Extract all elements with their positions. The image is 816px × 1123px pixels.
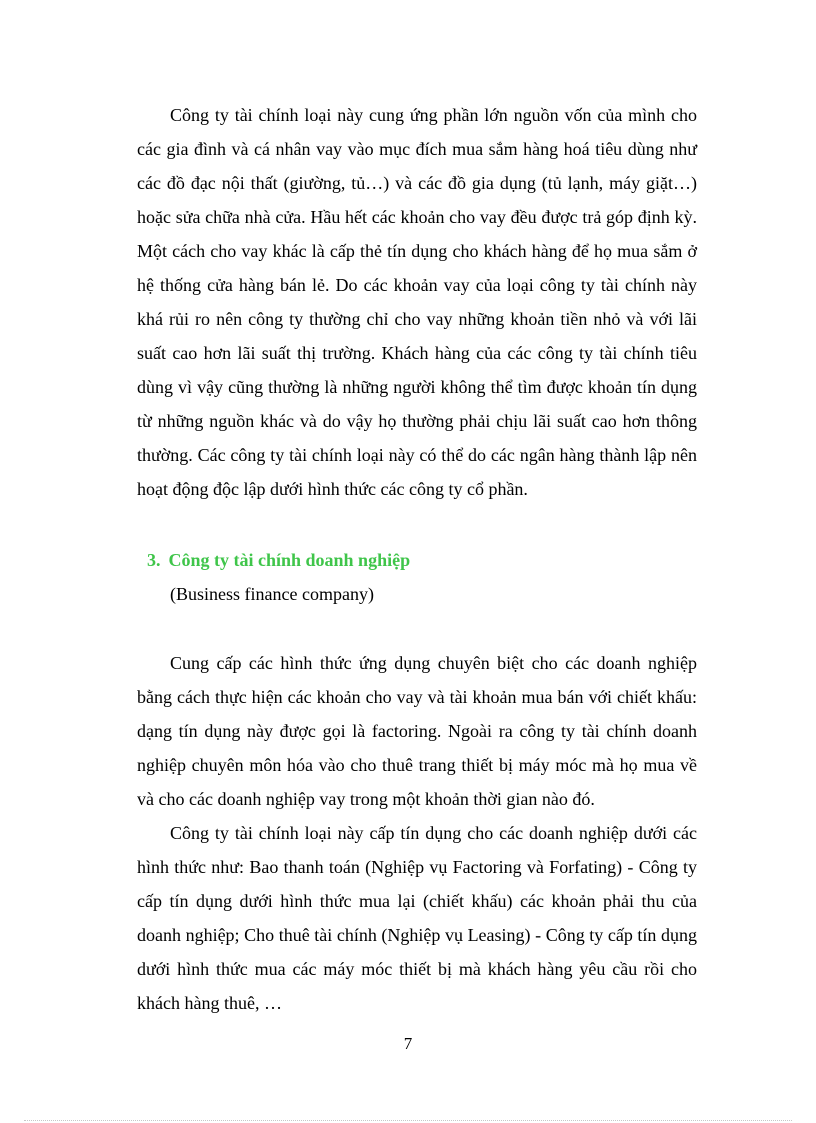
page-number: 7: [403, 1034, 413, 1053]
page-bottom-divider: [24, 1120, 792, 1121]
section-title: Công ty tài chính doanh nghiệp: [168, 550, 411, 570]
paragraph-credit-forms: [137, 816, 697, 1020]
section-heading: [147, 544, 410, 576]
section-subtitle: (Business finance company): [170, 584, 374, 604]
paragraph-text: Cung cấp các hình thức ứng dụng chuyên biệt cho các doanh nghiệp bằng cách thực hiện các khoản cho vay và tài khoản mua bán với chiết khấu: dạng tín dụng này được gọi là factoring. Ngoài ra công ty tài chính doanh nghiệp chuyên môn hóa vào cho thuê trang thiết bị máy móc mà họ mua về và cho các doanh nghiệp vay trong một khoản thời gian nào đó.: [137, 653, 697, 809]
paragraph-consumer-finance: [137, 98, 697, 506]
section-number: 3.: [147, 550, 161, 570]
paragraph-text: Công ty tài chính loại này cấp tín dụng cho các doanh nghiệp dưới các hình thức như: Bao thanh toán (Nghiệp vụ Factoring và Forfating) - Công ty cấp tín dụng dưới hình thức mua lại (chiết khấu) các khoản phải thu của doanh nghiệp; Cho thuê tài chính (Nghiệp vụ Leasing) - Công ty cấp tín dụng dưới hình thức mua các máy móc thiết bị mà khách hàng yêu cầu rồi cho khách hàng thuê, …: [137, 823, 697, 1013]
paragraph-text: Công ty tài chính loại này cung ứng phần lớn nguồn vốn của mình cho các gia đình và cá nhân vay vào mục đích mua sắm hàng hoá tiêu dùng như các đồ đạc nội thất (giường, tủ…) và các đồ gia dụng (tủ lạnh, máy giặt…) hoặc sửa chữa nhà cửa. Hầu hết các khoản cho vay đều được trả góp định kỳ. Một cách cho vay khác là cấp thẻ tín dụng cho khách hàng để họ mua sắm ở hệ thống cửa hàng bán lẻ. Do các khoản vay của loại công ty tài chính này khá rủi ro nên công ty thường chỉ cho vay những khoản tiền nhỏ và với lãi suất cao hơn lãi suất thị trường. Khách hàng của các công ty tài chính tiêu dùng vì vậy cũng thường là những người không thể tìm được khoản tín dụng từ những nguồn khác và do vậy họ thường phải chịu lãi suất cao hơn thông thường. Các công ty tài chính loại này có thể do các ngân hàng thành lập nên hoạt động độc lập dưới hình thức các công ty cổ phần.: [137, 105, 697, 499]
paragraph-business-finance: [137, 646, 697, 816]
